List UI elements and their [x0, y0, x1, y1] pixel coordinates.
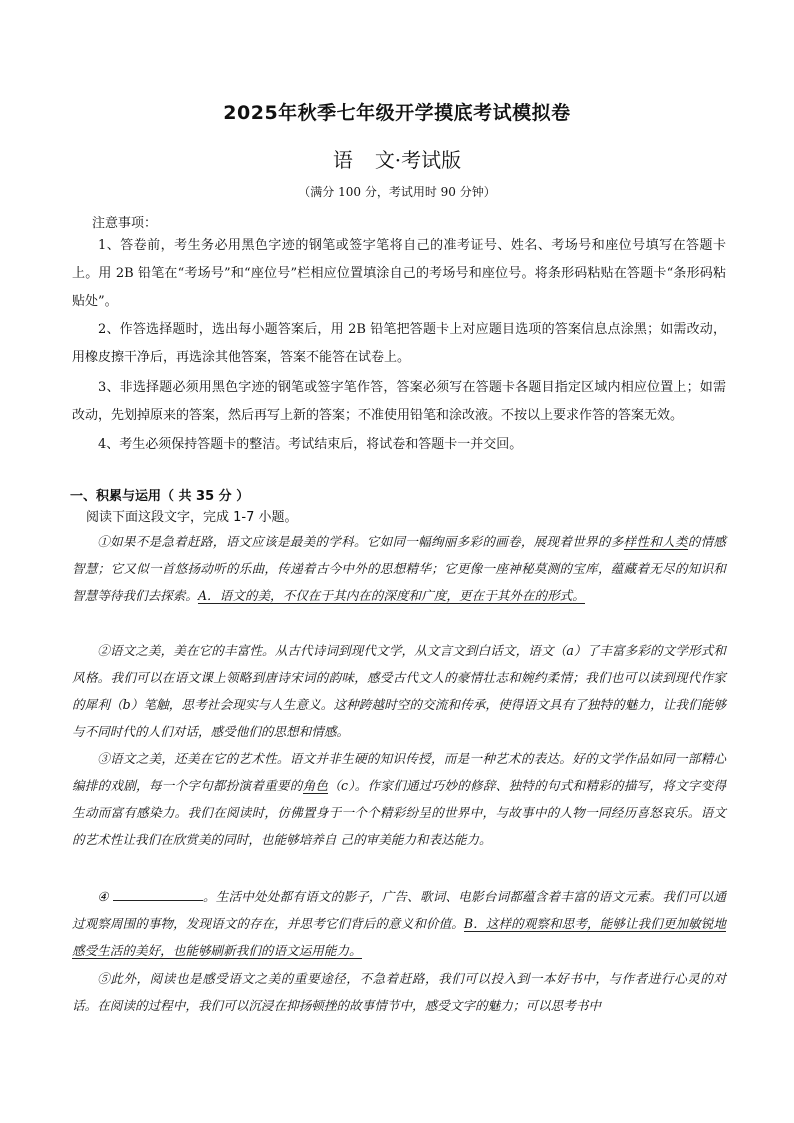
subject-rest: 文·考试版	[374, 148, 462, 172]
passage-paragraph-2: ②语文之美，美在它的丰富性。从古代诗词到现代文学，从文言文到白话文，语文（a）了丰富多彩的文学形式和风格。我们可以在语文课上领略到唐诗宋词的韵味，感受古代文人的豪情壮志和婉约柔情；我们也可以读到现代作家的犀利（b）笔触，思考社会现实与人生意义。这种跨越时空的交流和传承，使得语文具有了独特的魅力，让我们能够与不同时代的人们对话，感受他们的思想和情感。	[72, 643, 726, 739]
p3-text-a: ③语文之美，还美在它的艺术性。语文并非生硬的知识传授，而是一种艺术的表达。好的文学作品如同一部精心编排的戏剧，每一个字句都扮演着重要的	[72, 751, 726, 793]
fill-blank	[113, 888, 203, 901]
p4-number: ④	[97, 889, 109, 904]
passage-paragraph-5: ⑤此外，阅读也是感受语文之美的重要途径，不急着赶路，我们可以投入到一本好书中，与作者进行心灵的对话。在阅读的过程中，我们可以沉浸在抑扬顿挫的故事情节中，感受文字的魅力；可以思考书中	[72, 971, 726, 1013]
p3-underline-word: 角色	[302, 778, 329, 793]
section-intro: 阅读下面这段文字，完成 1-7 小题。	[86, 510, 298, 525]
p1-text-a: ①如果不是急着赶路，语文应该是最美的学科。它如同一幅绚丽多彩的画卷，展现着世界的多	[97, 534, 624, 549]
note-item-3: 3、非选择题必须用黑色字迹的钢笔或签字笔作答，答案必须写在答题卡各题目指定区域内相应位置上；如需改动，先划掉原来的答案，然后再写上新的答案；不准使用铅笔和涂改液。不按以上要求作答的答案无效。	[72, 380, 726, 423]
note-item-1: 1、答卷前，考生务必用黑色字迹的钢笔或签字笔将自己的准考证号、姓名、考场号和座位号填写在答题卡上。用 2B 铅笔在“考场号”和“座位号”栏相应位置填涂自己的考场号和座位号。将条形码粘贴在答题卡“条形码粘贴处”。	[72, 238, 726, 309]
exam-title: 2025年秋季七年级开学摸底考试模拟卷	[223, 102, 571, 124]
p4-text-a: 。生活中处处都有语文的影子，广告、歌词、电影台词都蕴含着丰富的语文元素。我们可以通过观察周围的事物，发现语文的存在，并思考它们背后的意义和价值。	[72, 889, 726, 931]
note-item-2: 2、作答选择题时，选出每小题答案后，用 2B 铅笔把答题卡上对应题目选项的答案信息点涂黑；如需改动，用橡皮擦干净后，再选涂其他答案，答案不能答在试卷上。	[72, 322, 726, 365]
note-item-4: 4、考生必须保持答题卡的整洁。考试结束后，将试卷和答题卡一并交回。	[98, 437, 523, 452]
passage-paragraph-1	[72, 528, 726, 609]
score-note: （满分 100 分，考试用时 90 分钟）	[298, 185, 496, 199]
passage-paragraph-3	[72, 745, 726, 853]
p3-text-b: （c）。作家们通过巧妙的修辞、独特的句式和精彩的描写，将文字变得生动而富有感染力。我们在阅读时，仿佛置身于一个个精彩纷呈的世界中，与故事中的人物一同经历喜怒哀乐。语文的艺术性让我们在欣赏美的同时，也能够培养自 己的审美能力和表达能力。	[72, 778, 727, 847]
exam-subtitle	[0, 144, 794, 173]
passage-paragraph-4	[72, 883, 726, 964]
section-heading: 一、积累与运用（ 共 35 分 ）	[70, 489, 250, 504]
p1-text-b: 的情感智慧；它又似一首悠扬动听的乐曲，传递着古今中外的思想精华；它更像一座神秘莫测的宝库，蕴藏着无尽的知识和智慧等待我们去探索。	[72, 534, 727, 603]
p4-underline-sentence-b: B．这样的观察和思考，能够让我们更加敏锐地感受生活的美好，也能够刷新我们的语文运用能力。	[72, 916, 726, 958]
p1-underline-sentence-a: A．语文的美，不仅在于其内在的深度和广度，更在于其外在的形式。	[197, 588, 585, 603]
subject-char: 语	[332, 148, 353, 172]
notes-heading: 注意事项：	[92, 216, 158, 231]
p1-underline-1: 样性和人类	[623, 534, 688, 549]
